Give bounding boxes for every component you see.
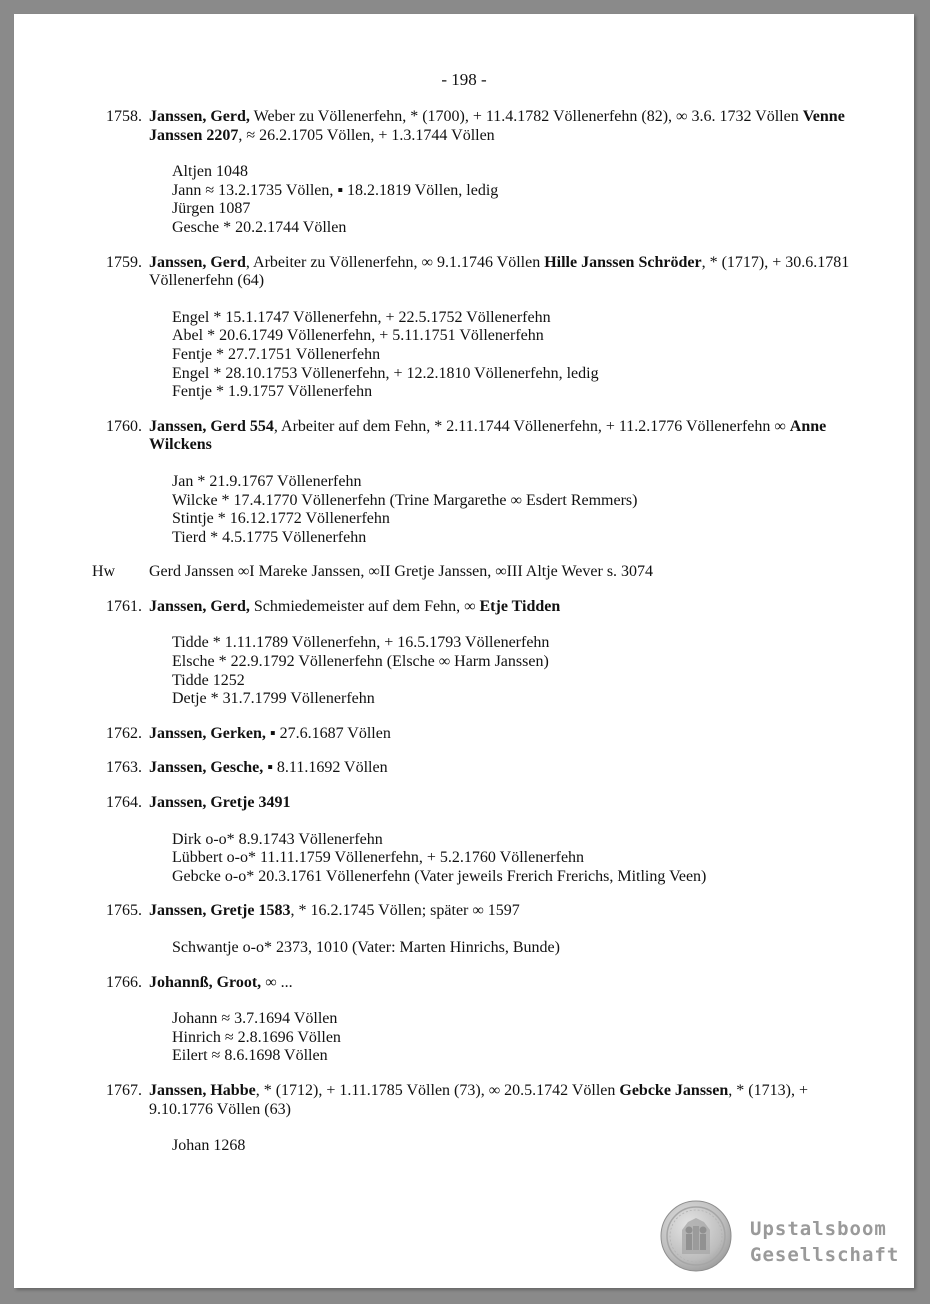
genealogy-entries <box>92 108 852 1172</box>
entry-heading <box>92 759 852 778</box>
child-line: Jann ≈ 13.2.1735 Völlen, ▪ 18.2.1819 Völlen, ledig <box>172 181 499 199</box>
entry-name: Johannß, Groot, <box>149 973 262 991</box>
entry-number: 1766. <box>106 973 142 991</box>
child-line: Stintje * 16.12.1772 Völlenerfehn <box>172 510 390 528</box>
child-line: Tierd * 4.5.1775 Völlenerfehn <box>172 528 367 546</box>
page-number: - 198 - <box>441 70 487 89</box>
child-line: Gesche * 20.2.1744 Völlen <box>172 218 347 236</box>
entry-heading <box>92 108 852 145</box>
entry <box>92 725 852 744</box>
entry-text: , * (1717), + 30.6.1781 Völlenerfehn (64) <box>149 253 850 290</box>
child-line: Jürgen 1087 <box>172 200 251 218</box>
entry <box>92 108 852 238</box>
child-line: Fentje * 1.9.1757 Völlenerfehn <box>172 383 373 401</box>
entry-heading <box>92 794 852 813</box>
entry-text: ▪ 8.11.1692 Völlen <box>263 759 388 777</box>
entry-text: , * (1712), + 1.11.1785 Völlen (73), ∞ 20.5.1742 Völlen <box>255 1081 620 1099</box>
entry <box>92 254 852 402</box>
entry-text: ▪ 27.6.1687 Völlen <box>265 724 391 742</box>
child-line: Detje * 31.7.1799 Völlenerfehn <box>172 690 375 708</box>
entry-text: , Arbeiter zu Völlenerfehn, ∞ 9.1.1746 Völlen <box>245 253 545 271</box>
child-line: Wilcke * 17.4.1770 Völlenerfehn (Trine Margarethe ∞ Esdert Remmers) <box>172 491 638 509</box>
entry-text: Schmiedemeister auf dem Fehn, ∞ <box>249 597 480 615</box>
children-list <box>172 634 852 708</box>
entry-name: Janssen, Gerd, <box>149 597 250 615</box>
document-page <box>14 14 914 1288</box>
entry-name: Janssen, Gretje 1583 <box>149 902 291 920</box>
entry-number: Hw <box>92 563 116 581</box>
entry-text: , Arbeiter auf dem Fehn, * 2.11.1744 Völlenerfehn, + 11.2.1776 Völlenerfehn ∞ <box>273 417 790 435</box>
entry <box>92 794 852 886</box>
entry-heading <box>92 598 852 617</box>
entry-name: Janssen, Habbe <box>149 1081 256 1099</box>
child-line: Engel * 15.1.1747 Völlenerfehn, + 22.5.1752 Völlenerfehn <box>172 308 551 326</box>
children-list <box>172 831 852 887</box>
entry-text: , * 16.2.1745 Völlen; später ∞ 1597 <box>290 902 520 920</box>
entry-text: ∞ ... <box>261 973 293 991</box>
children-list <box>172 1010 852 1066</box>
entry-text: , * (1713), + 9.10.1776 Völlen (63) <box>149 1081 808 1118</box>
entry-text: Weber zu Völlenerfehn, * (1700), + 11.4.1782 Völlenerfehn (82), ∞ 3.6. 1732 Völlen <box>249 108 803 125</box>
entry-number: 1761. <box>106 597 142 615</box>
child-line: Tidde * 1.11.1789 Völlenerfehn, + 16.5.1793 Völlenerfehn <box>172 634 550 652</box>
watermark-line1: Upstalsboom <box>750 1218 887 1240</box>
children-list <box>172 309 852 402</box>
entry-heading <box>92 1082 852 1119</box>
children-list <box>172 473 852 547</box>
entry-number: 1758. <box>106 108 142 125</box>
child-line: Eilert ≈ 8.6.1698 Völlen <box>172 1047 328 1065</box>
entry-heading <box>92 725 852 744</box>
entry <box>92 759 852 778</box>
entry-number: 1765. <box>106 902 142 920</box>
child-line: Jan * 21.9.1767 Völlenerfehn <box>172 472 362 490</box>
entry <box>92 418 852 548</box>
entry-name: Anne Wilckens <box>149 417 827 454</box>
entry-number: 1764. <box>106 794 142 812</box>
entry-heading <box>92 974 852 993</box>
child-line: Elsche * 22.9.1792 Völlenerfehn (Elsche ∞ Harm Janssen) <box>172 653 549 671</box>
entry-name: Janssen, Gerd <box>149 253 246 271</box>
children-list <box>172 939 852 958</box>
child-line: Johan 1268 <box>172 1137 246 1155</box>
seal-icon <box>660 1200 732 1272</box>
entry <box>92 563 852 582</box>
child-line: Lübbert o-o* 11.11.1759 Völlenerfehn, + 5.2.1760 Völlenerfehn <box>172 849 585 867</box>
entry-heading <box>92 254 852 291</box>
child-line: Abel * 20.6.1749 Völlenerfehn, + 5.11.1751 Völlenerfehn <box>172 327 544 345</box>
entry-name: Etje Tidden <box>479 597 561 615</box>
entry-name: Janssen, Gerken, <box>149 724 266 742</box>
entry-number: 1762. <box>106 724 142 742</box>
entry <box>92 1082 852 1156</box>
child-line: Tidde 1252 <box>172 671 245 689</box>
child-line: Engel * 28.10.1753 Völlenerfehn, + 12.2.1810 Völlenerfehn, ledig <box>172 364 599 382</box>
entry-number: 1763. <box>106 759 142 777</box>
child-line: Dirk o-o* 8.9.1743 Völlenerfehn <box>172 830 383 848</box>
entry-number: 1760. <box>106 417 142 435</box>
child-line: Altjen 1048 <box>172 163 248 181</box>
entry-name: Janssen, Gretje 3491 <box>149 794 291 812</box>
entry <box>92 974 852 1066</box>
entry-name: Gebcke Janssen <box>619 1081 729 1099</box>
child-line: Johann ≈ 3.7.1694 Völlen <box>172 1010 338 1028</box>
watermark-line2: Gesellschaft <box>750 1244 900 1266</box>
entry-name: Venne Janssen 2207 <box>149 108 845 144</box>
entry-number: 1759. <box>106 253 142 271</box>
entry-name: Janssen, Gerd 554 <box>149 417 274 435</box>
entry-name: Janssen, Gerd, <box>149 108 250 125</box>
entry-text: , ≈ 26.2.1705 Völlen, + 1.3.1744 Völlen <box>238 126 495 144</box>
entry-name: Janssen, Gesche, <box>149 759 264 777</box>
child-line: Hinrich ≈ 2.8.1696 Völlen <box>172 1028 341 1046</box>
entry-heading <box>92 902 852 921</box>
child-line: Schwantje o-o* 2373, 1010 (Vater: Marten Hinrichs, Bunde) <box>172 939 560 956</box>
entry <box>92 902 852 957</box>
children-list <box>172 1137 852 1156</box>
child-line: Fentje * 27.7.1751 Völlenerfehn <box>172 345 381 363</box>
entry-heading <box>92 418 852 455</box>
entry <box>92 598 852 709</box>
child-line: Gebcke o-o* 20.3.1761 Völlenerfehn (Vater jeweils Frerich Frerichs, Mitling Veen) <box>172 867 707 885</box>
watermark-text <box>750 1216 899 1268</box>
entry-text: Gerd Janssen ∞I Mareke Janssen, ∞II Gretje Janssen, ∞III Altje Wever s. 3074 <box>149 563 654 581</box>
entry-name: Hille Janssen Schröder <box>544 253 702 271</box>
entry-number: 1767. <box>106 1081 142 1099</box>
children-list <box>172 163 852 237</box>
entry-heading <box>92 563 852 582</box>
